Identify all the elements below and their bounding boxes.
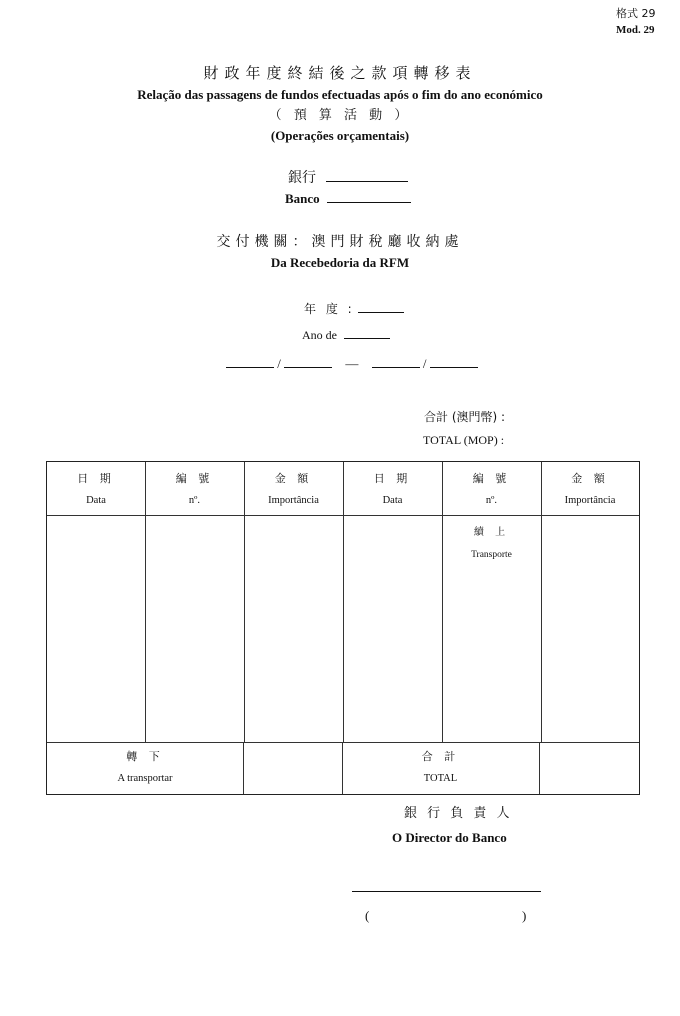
total-header-pt: TOTAL (MOP) : [423,433,505,447]
signature-paren-close: ) [522,908,527,923]
bank-label-zh: 銀行 [288,170,316,186]
date-end-month-line[interactable] [430,355,478,368]
year-zh-line[interactable] [358,300,404,313]
bank-zh-row [288,167,408,187]
col-header-zh: 日 期 [373,472,412,485]
agency-zh: 交付機關：澳門財稅廳收納處 [216,234,464,250]
table-vline [243,742,244,794]
col-header-pt: nº. [485,495,498,506]
signature-paren-open: ( [365,908,370,923]
subtitle-pt: (Operações orçamentais) [270,128,410,143]
col-header-zh: 金 額 [571,472,609,485]
carry-forward-zh: 轉 下 [126,750,164,763]
col-header-amount-2 [541,468,639,512]
year-pt-row [302,326,390,343]
year-pt-line[interactable] [344,326,390,339]
table-total-zh: 合 計 [421,750,460,763]
signature-title-zh: 銀 行 負 責 人 [404,806,513,821]
date-sep-slash-1: / [277,356,281,371]
date-sep-slash-2: / [422,356,427,371]
subtitle-zh: （ 預 算 活 動 ） [268,108,412,123]
col-header-number-1 [145,468,244,512]
col-header-pt: Importância [564,495,616,506]
year-zh-row [304,300,404,317]
year-label-zh: 年 度 : [304,302,355,316]
agency-pt: Da Recebedoria da RFM [270,255,410,270]
title-zh: 財政年度終結後之款項轉移表 [203,64,477,82]
col-header-zh: 編 號 [472,472,511,485]
year-label-pt: Ano de [302,328,337,342]
header-divider [47,515,639,516]
date-end-day-line[interactable] [372,355,420,368]
signature-line[interactable] [352,891,541,892]
transfers-table [46,461,640,795]
date-range-row [226,355,478,372]
col-header-zh: 編 號 [175,472,214,485]
col-header-number-2 [442,468,541,512]
bank-pt-row [285,190,411,207]
col-header-pt: Importância [268,495,319,506]
carried-in-label [442,522,541,566]
date-sep-dash: — [345,356,359,371]
form-number-zh: 格式 29 [616,7,656,20]
footer-divider [47,742,639,743]
col-header-zh: 金 額 [274,472,313,485]
date-start-month-line[interactable] [284,355,332,368]
signature-name-field[interactable] [375,908,520,926]
col-header-date-2 [343,468,442,512]
col-header-pt: Data [382,495,403,506]
form-number-pt: Mod. 29 [616,24,655,36]
carried-in-pt: Transporte [471,550,512,560]
col-header-date-1 [47,468,145,512]
bank-pt-line[interactable] [327,190,411,203]
form-number [616,6,656,38]
carried-in-zh: 續 上 [473,527,510,538]
table-total-pt: TOTAL [423,773,458,784]
col-header-pt: nº. [188,495,201,506]
carry-forward-pt: A transportar [117,773,173,784]
table-vline [539,742,540,794]
title-pt: Relação das passagens de fundos efectuadas após o fim do ano económico [137,87,543,102]
bank-zh-line[interactable] [326,169,408,182]
carry-forward-label [47,746,243,790]
table-total-label [342,746,539,790]
col-header-pt: Data [86,495,106,506]
signature-title-pt: O Director do Banco [392,830,507,845]
col-header-zh: 日 期 [77,472,115,485]
col-header-amount-1 [244,468,343,512]
total-header-zh: 合計 (澳門幣) : [424,410,506,424]
bank-label-pt: Banco [285,191,320,206]
date-start-day-line[interactable] [226,355,274,368]
